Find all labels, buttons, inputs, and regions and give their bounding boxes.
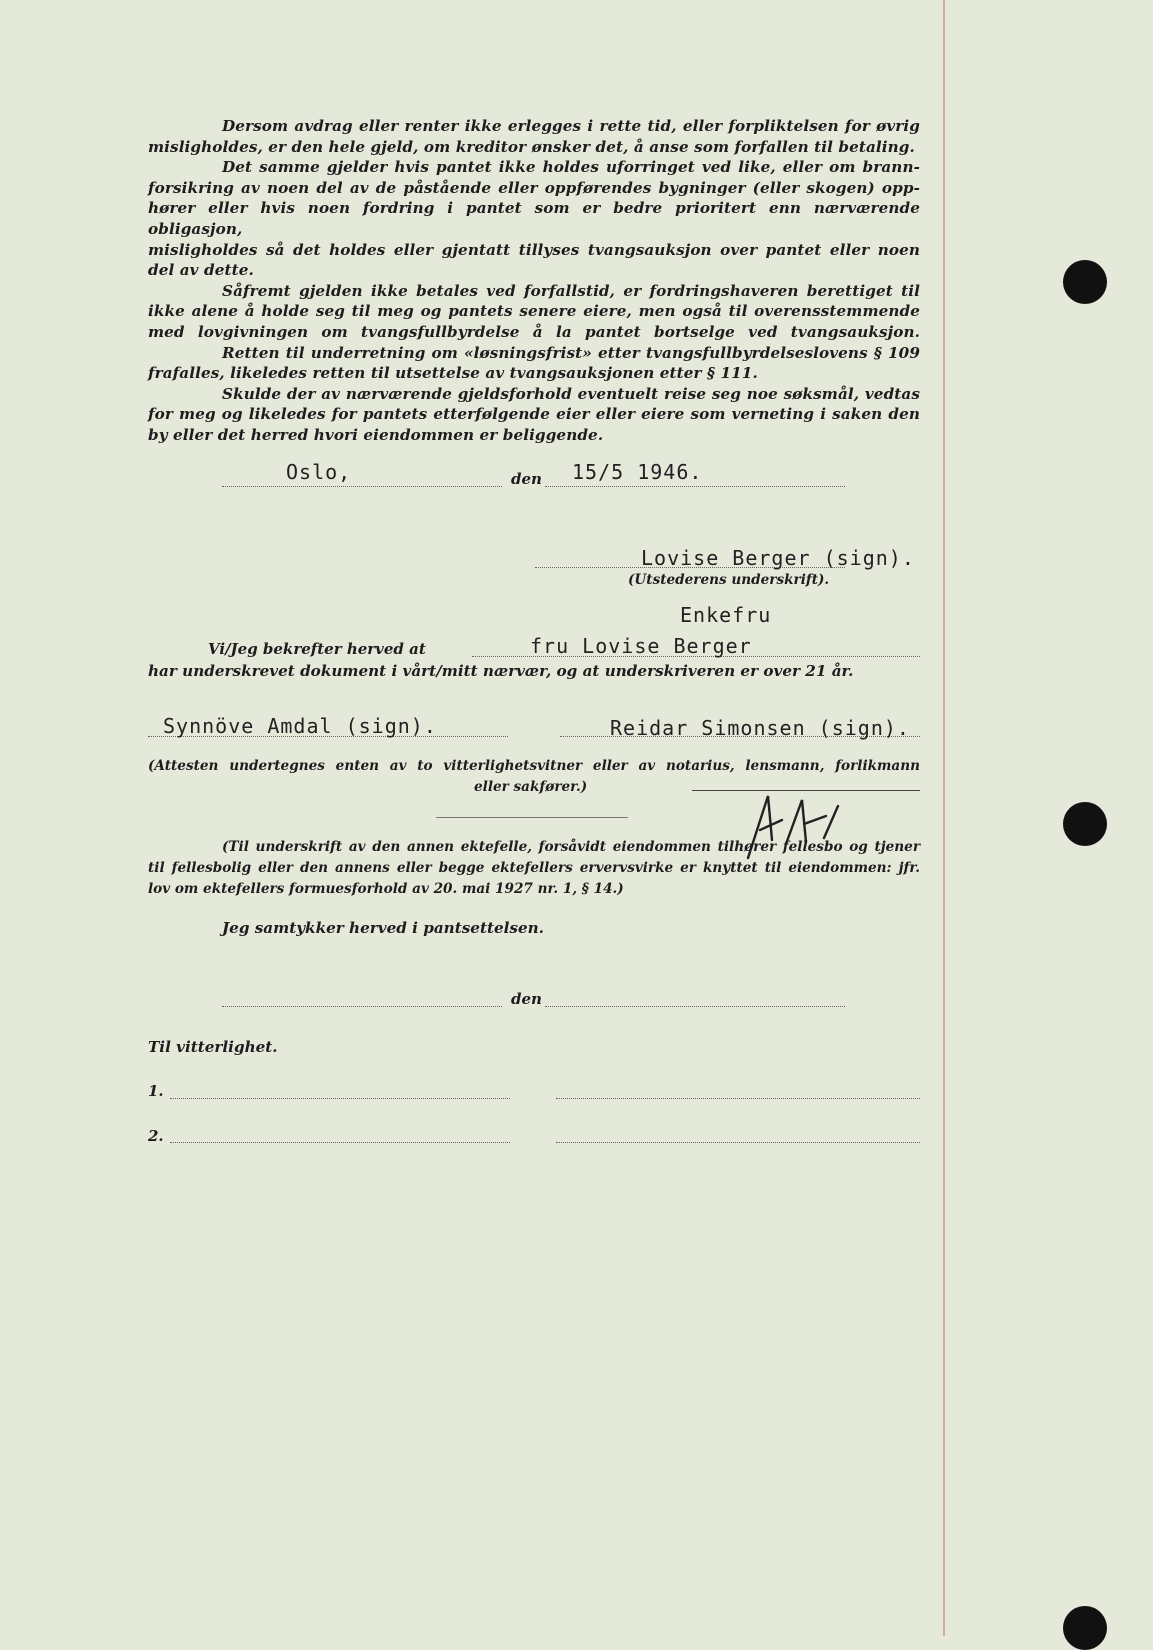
terms-line: Såfremt gjelden ikke betales ved forfallstid, er fordringshaveren berettiget til [222, 281, 920, 300]
witness-2-left-line [170, 1142, 510, 1143]
date-den-label: den [511, 470, 542, 488]
issuer-signature: Lovise Berger (sign). [641, 546, 915, 570]
place-dotted-line [222, 486, 502, 487]
terms-line: Skulde der av nærværende gjeldsforhold eventuelt reise seg noe søksmål, vedtas [222, 384, 920, 403]
terms-line: Dersom avdrag eller renter ikke erlegges i rette tid, eller forpliktelsen for øvrig [222, 117, 920, 135]
terms-line: misligholdes så det holdes eller gjentatt tillyses tvangsauksjon over pantet eller noen [148, 240, 920, 259]
consent-den-label: den [511, 990, 542, 1008]
witness-number-2: 2. [148, 1127, 164, 1145]
terms-line: hører eller hvis noen fordring i pantet som er bedre prioritert enn nærværende obligasjon, [148, 199, 920, 238]
consent-date-dotted-line [545, 1006, 845, 1007]
spouse-note-line: lov om ektefellers formuesforhold av 20. mai 1927 nr. 1, § 14.) [148, 881, 624, 897]
punch-hole-bottom [1063, 1606, 1107, 1650]
punch-hole-top [1063, 260, 1107, 304]
date-value: 15/5 1946. [572, 460, 703, 484]
consent-text: Jeg samtykker herved i pantsettelsen. [222, 919, 544, 937]
witness-number-1: 1. [148, 1082, 164, 1100]
issuer-title: Enkefru [680, 603, 772, 627]
date-dotted-line [545, 486, 845, 487]
witness1-signature: Synnöve Amdal (sign). [163, 714, 437, 738]
terms-text [148, 116, 920, 446]
witness-2-right-line [556, 1142, 920, 1143]
consent-place-dotted-line [222, 1006, 502, 1007]
spouse-note-line: til fellesbolig eller den annens eller begge ektefellers ervervsvirke er knyttet til eiendommen: jfr. [148, 860, 920, 876]
confirm-name: fru Lovise Berger [530, 634, 752, 658]
attest-line: (Attesten undertegnes enten av to vitterlighetsvitner eller av notarius, lensmann, forlikmann [148, 758, 920, 774]
terms-line: frafalles, likeledes retten til utsettelse av tvangsauksjonen etter § 111. [148, 364, 758, 383]
confirm-prefix: Vi/Jeg bekrefter herved at [208, 640, 426, 658]
attest-line: eller sakfører.) [474, 779, 588, 795]
terms-line: misligholdes, er den hele gjeld, om kreditor ønsker det, å anse som forfallen til betaling. [148, 137, 915, 156]
place-value: Oslo, [286, 460, 352, 484]
terms-line: by eller det herred hvori eiendommen er beliggende. [148, 425, 604, 444]
terms-line: med lovgivningen om tvangsfullbyrdelse å la pantet bortselge ved tvangsauksjon. [148, 322, 920, 341]
terms-line: Retten til underretning om «løsningsfrist» etter tvangsfullbyrdelseslovens § 109 [222, 343, 920, 362]
terms-line: Det samme gjelder hvis pantet ikke holdes uforringet ved like, eller om brann- [222, 158, 920, 177]
witness-1-left-line [170, 1098, 510, 1099]
margin-rule [943, 0, 945, 1636]
spouse-note-line: (Til underskrift av den annen ektefelle, forsåvidt eiendommen tilhører fellesbo og tjener [222, 839, 920, 855]
confirm-text: har underskrevet dokument i vårt/mitt nærvær, og at underskriveren er over 21 år. [148, 662, 854, 680]
terms-line: forsikring av noen del av de påstående eller oppførendes bygninger (eller skogen) opp- [148, 178, 920, 197]
witness2-signature: Reidar Simonsen (sign). [610, 716, 910, 740]
issuer-caption: (Utstederens underskrift). [628, 572, 830, 588]
terms-line: del av dette. [148, 261, 254, 280]
terms-line: for meg og likeledes for pantets etterfølgende eier eller eiere som verneting i saken den [148, 405, 920, 424]
witness-1-right-line [556, 1098, 920, 1099]
separator-line [436, 817, 628, 818]
witness-heading: Til vitterlighet. [148, 1038, 278, 1056]
punch-hole-middle [1063, 802, 1107, 846]
terms-line: ikke alene å holde seg til meg og pantets senere eiere, men også til overensstemmende [148, 302, 920, 321]
spouse-note [148, 837, 920, 900]
